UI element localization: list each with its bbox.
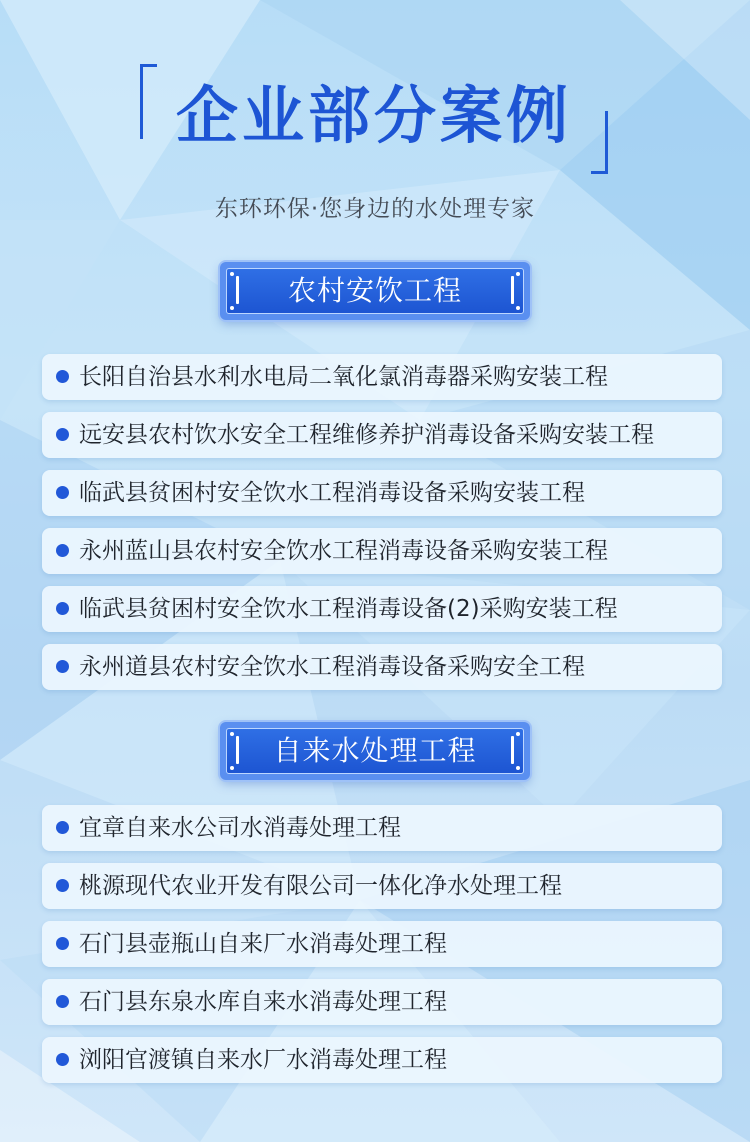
section-title: 自来水处理工程	[273, 734, 477, 767]
list-item-label: 浏阳官渡镇自来水厂水消毒处理工程	[79, 1047, 447, 1073]
bullet-dot-icon	[56, 1053, 69, 1066]
section-title: 农村安饮工程	[287, 274, 462, 307]
section-header-rural-water	[220, 262, 530, 320]
page-title: 企业部分案例	[175, 79, 572, 152]
list-item-label: 远安县农村饮水安全工程维修养护消毒设备采购安装工程	[79, 422, 654, 448]
list-item	[42, 863, 722, 909]
bullet-dot-icon	[56, 879, 69, 892]
list-item	[42, 921, 722, 967]
list-item-label: 宜章自来水公司水消毒处理工程	[79, 815, 401, 841]
list-item	[42, 412, 722, 458]
list-item	[42, 644, 722, 690]
list-item-label: 石门县壶瓶山自来厂水消毒处理工程	[79, 931, 447, 957]
list-item	[42, 1037, 722, 1083]
bullet-dot-icon	[56, 821, 69, 834]
list-item-label: 桃源现代农业开发有限公司一体化净水处理工程	[79, 873, 562, 899]
section-header-tap-water	[220, 722, 530, 780]
list-item-label: 临武县贫困村安全饮水工程消毒设备采购安装工程	[79, 480, 585, 506]
list-item-label: 长阳自治县水利水电局二氧化氯消毒器采购安装工程	[79, 364, 608, 390]
list-item	[42, 470, 722, 516]
list-item	[42, 586, 722, 632]
bullet-dot-icon	[56, 602, 69, 615]
bullet-dot-icon	[56, 428, 69, 441]
bullet-dot-icon	[56, 995, 69, 1008]
page-subtitle: 东环环保·您身边的水处理专家	[214, 196, 536, 222]
title-block	[140, 64, 608, 174]
list-item	[42, 805, 722, 851]
bullet-dot-icon	[56, 544, 69, 557]
list-item-label: 永州蓝山县农村安全饮水工程消毒设备采购安装工程	[79, 538, 608, 564]
list-item-label: 永州道县农村安全饮水工程消毒设备采购安全工程	[79, 654, 585, 680]
list-item-label: 临武县贫困村安全饮水工程消毒设备(2)采购安装工程	[79, 596, 618, 622]
bullet-dot-icon	[56, 937, 69, 950]
bullet-dot-icon	[56, 660, 69, 673]
bullet-dot-icon	[56, 486, 69, 499]
list-item-label: 石门县东泉水库自来水消毒处理工程	[79, 989, 447, 1015]
list-item	[42, 528, 722, 574]
list-item	[42, 354, 722, 400]
bullet-dot-icon	[56, 370, 69, 383]
list-item	[42, 979, 722, 1025]
